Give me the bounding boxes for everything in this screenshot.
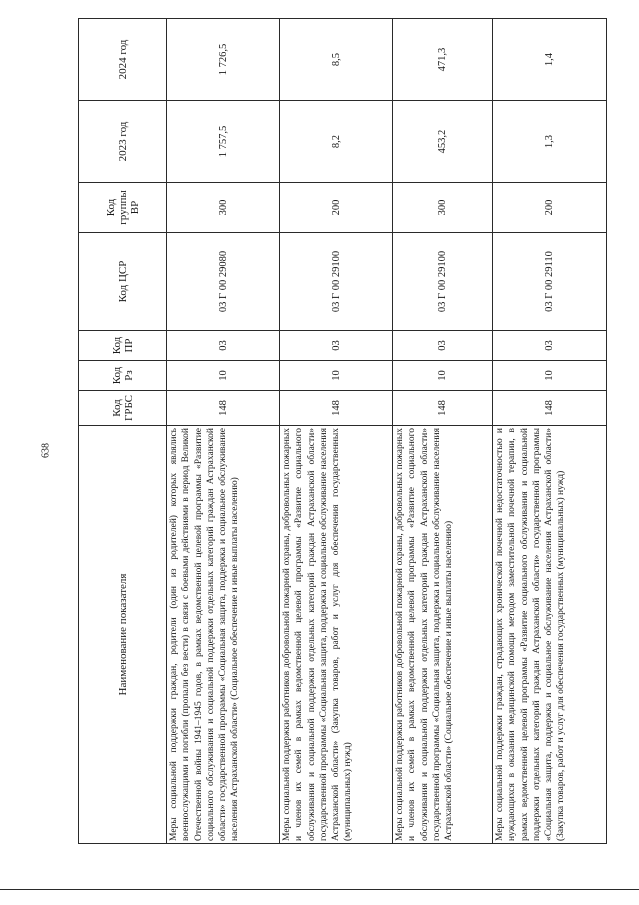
row-vr: 300	[393, 183, 493, 233]
row-rz: 10	[280, 361, 393, 391]
header-row	[79, 19, 167, 844]
row-name: Меры социальной поддержки граждан, родители (один из родителей) которых являлись военнослужащими и погибли (пропали без вести) в связи с боевыми действиями в период Великой Отечественной войны 1941–1945 годов, в рамках ведомственной целевой программы «Развитие социального обслуживания и социальной поддержки отдельных категорий граждан Астраханской области» государственной программы «Социальная защита, поддержка и социальное обслуживание населения Астраханской области» (Социальное обеспечение и иные выплаты населению)	[167, 426, 280, 844]
header-grbs: Код ГРБС	[79, 391, 167, 426]
header-csr: Код ЦСР	[79, 233, 167, 331]
row-csr: 03 Г 00 29100	[280, 233, 393, 331]
row-grbs: 148	[280, 391, 393, 426]
row-vr: 200	[280, 183, 393, 233]
header-pr: Код ПР	[79, 331, 167, 361]
row-vr: 200	[493, 183, 607, 233]
row-2024: 471,3	[393, 19, 493, 101]
row-grbs: 148	[493, 391, 607, 426]
row-csr: 03 Г 00 29080	[167, 233, 280, 331]
row-pr: 03	[393, 331, 493, 361]
row-2023: 453,2	[393, 101, 493, 183]
row-csr: 03 Г 00 29110	[493, 233, 607, 331]
header-name: Наименование показателя	[79, 426, 167, 844]
header-rz: Код Рз	[79, 361, 167, 391]
page-number: 638	[40, 443, 52, 458]
row-grbs: 148	[393, 391, 493, 426]
row-2023: 1 757,5	[167, 101, 280, 183]
row-name: Меры социальной поддержки граждан, страдающих хронической почечной недостаточностью и нуждающихся в оказании медицинской помощи методом заместительной почечной терапии, в рамках ведомственной целевой программы «Развитие социального обслуживания и социальной поддержки отдельных категорий граждан Астраханской области» государственной программы «Социальная защита, поддержка и социальное обслуживание населения Астраханской области» (Закупка товаров, работ и услуг для обеспечения государственных (муниципальных) нужд)	[493, 426, 607, 844]
table-row	[167, 19, 280, 844]
row-pr: 03	[167, 331, 280, 361]
table-row	[493, 19, 607, 844]
footer-rule	[0, 889, 639, 890]
header-2023: 2023 год	[79, 101, 167, 183]
row-rz: 10	[393, 361, 493, 391]
row-2024: 1 726,5	[167, 19, 280, 101]
header-vr: Код группы ВР	[79, 183, 167, 233]
table-row	[393, 19, 493, 844]
row-name: Меры социальной поддержки работников добровольной пожарной охраны, добровольных пожарных и членов их семей в рамках ведомственной целевой программы «Развитие социального обслуживания и социальной поддержки отдельных категорий граждан Астраханской области» государственной программы «Социальная защита, поддержка и социальное обслуживание населения Астраханской области» (Закупка товаров, работ и услуг для обеспечения государственных (муниципальных) нужд)	[280, 426, 393, 844]
row-csr: 03 Г 00 29100	[393, 233, 493, 331]
row-pr: 03	[280, 331, 393, 361]
row-2023: 8,2	[280, 101, 393, 183]
row-pr: 03	[493, 331, 607, 361]
row-grbs: 148	[167, 391, 280, 426]
rotated-table-container	[78, 19, 606, 844]
row-rz: 10	[493, 361, 607, 391]
row-name: Меры социальной поддержки работников добровольной пожарной охраны, добровольных пожарных и членов их семей в рамках ведомственной целевой программы «Развитие социального обслуживания и социальной поддержки отдельных категорий граждан Астраханской области» государственной программы «Социальная защита, поддержка и социальное обслуживание населения Астраханской области» (Социальное обеспечение и иные выплаты населению)	[393, 426, 493, 844]
header-2024: 2024 год	[79, 19, 167, 101]
table-row	[280, 19, 393, 844]
row-vr: 300	[167, 183, 280, 233]
row-2023: 1,3	[493, 101, 607, 183]
budget-table	[78, 18, 607, 844]
row-2024: 8,5	[280, 19, 393, 101]
row-rz: 10	[167, 361, 280, 391]
row-2024: 1,4	[493, 19, 607, 101]
